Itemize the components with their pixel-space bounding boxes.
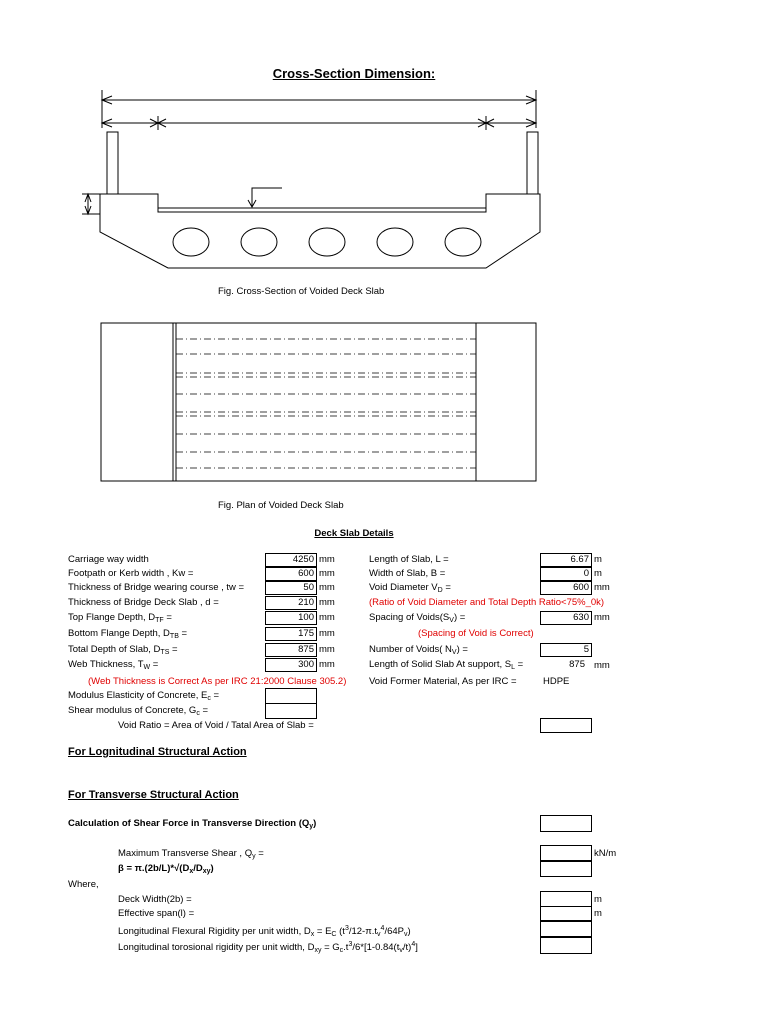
void-former-label: Void Former Material, As per IRC = <box>369 676 517 687</box>
max-shear-input[interactable] <box>540 845 592 861</box>
void-spacing-value[interactable]: 630 <box>540 611 592 625</box>
modulus-e-input[interactable] <box>265 688 317 704</box>
void-spacing-label: Spacing of $Voids(S_V)$ = <box>369 612 466 624</box>
total-depth-value[interactable]: 875 <box>265 643 317 657</box>
deck-width-label: Deck Width(2b) = <box>118 894 192 905</box>
max-shear-unit: kN/m <box>594 848 617 859</box>
carriage-way-value[interactable]: 4250 <box>265 553 317 567</box>
web-thickness-unit: mm <box>319 659 335 670</box>
torsional-rigidity-label: Longitudinal torosional rigidity per unit width, $D_{xy} = G_c.t^3/6*[1-0.84(t_v/t)^4]$ <box>118 941 418 954</box>
page-title: Cross-Section Dimension: <box>272 66 436 81</box>
ratio-note: (Ratio of Void Diameter and Total Depth Ratio<75%_0k) <box>369 597 605 608</box>
solid-length-unit: mm <box>594 660 610 671</box>
bottom-flange-label: Bottom Flange Depth, $D_{TB}$ = <box>68 628 188 640</box>
void-count-value[interactable]: 5 <box>540 643 592 657</box>
deck-thickness-label: Thickness of Bridge Deck Slab , d = <box>68 597 219 608</box>
slab-width-label: Width of Slab, B = <box>369 568 446 579</box>
where-label: Where, <box>68 879 99 890</box>
plan-drawing <box>0 0 768 500</box>
carriage-way-unit: mm <box>319 554 335 565</box>
solid-length-value: 875 <box>569 659 585 670</box>
eff-span-input[interactable] <box>540 906 592 921</box>
top-flange-unit: mm <box>319 612 335 623</box>
top-flange-label: Top Flange Depth, $D_{TF}$ = <box>68 612 172 624</box>
total-depth-label: Total Depth of Slab, $D_{TS}$ = <box>68 644 178 656</box>
deck-thickness-value[interactable]: 210 <box>265 596 317 610</box>
slab-length-label: Length of Slab, L = <box>369 554 449 565</box>
web-thickness-label: Web Thickness, $T_W$ = <box>68 659 159 671</box>
void-ratio-label: Void Ratio = Area of Void / Tatal Area of Slab = <box>118 720 314 731</box>
flexural-rigidity-input[interactable] <box>540 921 592 937</box>
torsional-rigidity-input[interactable] <box>540 937 592 954</box>
void-diameter-unit: mm <box>594 582 610 593</box>
shear-g-label: Shear modulus of Concrete, $G_c$ = <box>68 705 209 717</box>
slab-width-value[interactable]: 0 <box>540 567 592 581</box>
kerb-width-label: Footpath or Kerb width , Kw = <box>68 568 194 579</box>
details-heading: Deck Slab Details <box>314 528 394 539</box>
spacing-note: (Spacing of Void is Correct) <box>418 628 534 639</box>
transverse-heading: For Transverse Structural Action <box>68 789 239 801</box>
eff-span-unit: m <box>594 908 602 919</box>
bottom-flange-unit: mm <box>319 628 335 639</box>
beta-input[interactable] <box>540 861 592 877</box>
fig1-caption: Fig. Cross-Section of Voided Deck Slab <box>218 286 385 297</box>
deck-width-input[interactable] <box>540 891 592 907</box>
beta-formula: $\beta = \pi.(2b/L)*√(D_x/D_{xy})$ <box>118 863 214 875</box>
shear-calc-label: Calculation of Shear Force in Transverse Direction $(Q_y)$ <box>68 818 317 830</box>
slab-length-unit: m <box>594 554 602 565</box>
void-diameter-label: Void Diameter $V_D$ = <box>369 582 451 594</box>
web-thickness-value[interactable]: 300 <box>265 658 317 672</box>
eff-span-label: Effective span(l) = <box>118 908 195 919</box>
fig2-caption: Fig. Plan of Voided Deck Slab <box>218 500 344 511</box>
kerb-width-unit: mm <box>319 568 335 579</box>
void-diameter-value[interactable]: 600 <box>540 581 592 595</box>
solid-length-label: Length of Solid Slab At support, $S_L$ = <box>369 659 524 671</box>
total-depth-unit: mm <box>319 644 335 655</box>
carriage-way-label: Carriage way width <box>68 554 149 565</box>
web-note: (Web Thickness is Correct As per IRC 21:2000 Clause 305.2) <box>88 676 347 687</box>
kerb-width-value[interactable]: 600 <box>265 567 317 581</box>
void-spacing-unit: mm <box>594 612 610 623</box>
deck-thickness-unit: mm <box>319 597 335 608</box>
void-count-label: Number of Voids( $N_V$) = <box>369 644 468 656</box>
deck-width-unit: m <box>594 894 602 905</box>
top-flange-value[interactable]: 100 <box>265 611 317 625</box>
void-former-value: HDPE <box>543 676 570 687</box>
void-ratio-input[interactable] <box>540 718 592 733</box>
slab-width-unit: m <box>594 568 602 579</box>
modulus-e-label: Modulus Elasticity of Concrete, $E_c$ = <box>68 690 220 702</box>
bottom-flange-value[interactable]: 175 <box>265 627 317 641</box>
shear-g-input[interactable] <box>265 703 317 719</box>
shear-calc-input[interactable] <box>540 815 592 832</box>
slab-length-value[interactable]: 6.67 <box>540 553 592 567</box>
wearing-course-unit: mm <box>319 582 335 593</box>
wearing-course-value[interactable]: 50 <box>265 581 317 595</box>
max-shear-label: Maximum Transverse Shear , $Q_y$ = <box>118 848 264 860</box>
wearing-course-label: Thickness of Bridge wearing course , tw = <box>68 582 245 593</box>
flexural-rigidity-label: Longitudinal Flexural Rigidity per unit width, $D_x = E_C$ $(t^3/12-\pi.t_v^4/64P_v)$ <box>118 925 411 938</box>
longitudinal-heading: For Lognitudinal Structural Action <box>68 746 247 758</box>
